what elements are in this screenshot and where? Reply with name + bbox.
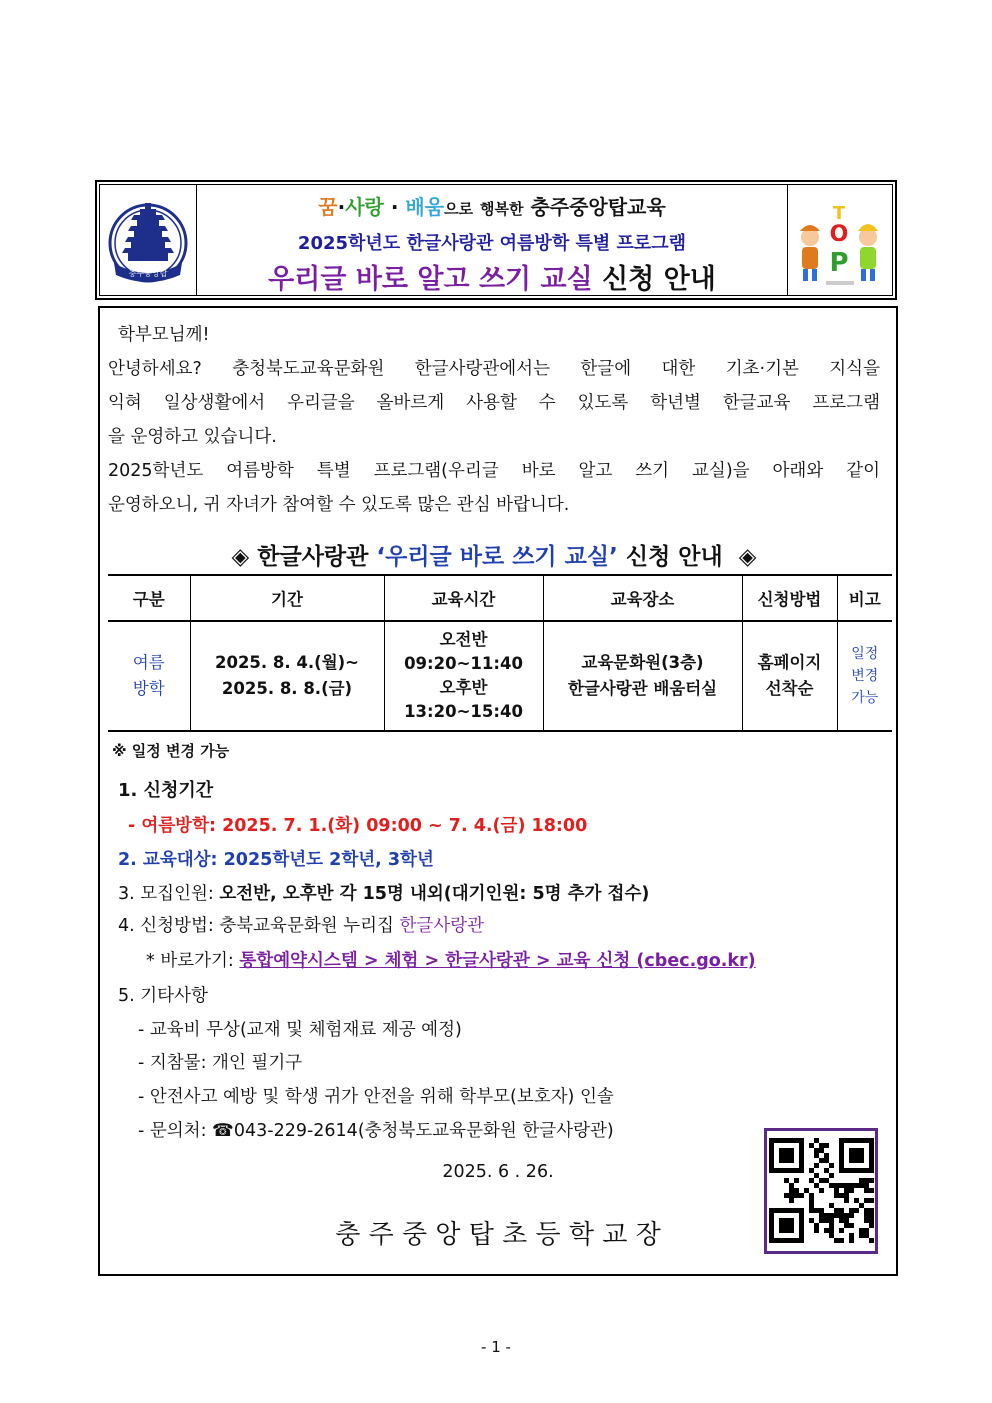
slogan-suffix: 으로 — [444, 200, 474, 218]
schedule-notice: ※ 일정 변경 가능 — [112, 742, 230, 760]
cell-line: 일정 — [851, 646, 879, 662]
top-mascot-icon — [788, 185, 892, 301]
schedule-table — [108, 574, 892, 732]
page-number: - 1 - — [481, 1338, 511, 1356]
item-5-sub: - 안전사고 예방 및 학생 귀가 안전을 위해 학부모(보호자) 인솔 — [138, 1087, 614, 1107]
slogan-mid: 행복한 — [480, 200, 524, 218]
qr-code-graphic — [767, 1131, 875, 1251]
table-header-cell: 신청방법 — [742, 575, 837, 621]
cell-line: 교육문화원(3층) — [581, 653, 704, 672]
cell-line: 13:20~15:40 — [404, 702, 523, 721]
intro-line-5: 운영하오니, 귀 자녀가 참여할 수 있도록 많은 관심 바랍니다. — [108, 495, 570, 515]
table-header-cell: 교육시간 — [384, 575, 543, 621]
cell-time — [384, 621, 543, 731]
cell-category — [108, 621, 190, 731]
greeting: 학부모님께! — [118, 325, 210, 345]
cell-line: 한글사랑관 배움터실 — [567, 679, 718, 698]
signature: 충 주 중 앙 탑 초 등 학 교 장 — [335, 1220, 661, 1250]
section-title — [108, 538, 880, 571]
diamond-icon: ◈ — [738, 544, 757, 570]
intro-line-1: 안녕하세요? 충청북도교육문화원 한글사랑관에서는 한글에 대한 기초·기본 지식을 — [108, 359, 880, 379]
slogan-end: 충주중앙탑교육 — [530, 195, 666, 219]
mascot-letter-p: P — [829, 248, 849, 278]
top-mascot-cell — [787, 185, 892, 295]
item-1: 1. 신청기간 — [118, 780, 214, 801]
item-4-label: 4. 신청방법: 충북교육문화원 누리집 — [118, 916, 400, 936]
qr-code-icon[interactable] — [764, 1128, 878, 1254]
cell-line: 2025. 8. 8.(금) — [221, 679, 353, 698]
logo-text: 충주중앙탑 — [128, 269, 168, 278]
page-title — [196, 257, 788, 296]
header-title-cell — [196, 185, 788, 295]
intro-line-4: 2025학년도 여름방학 특별 프로그램(우리글 바로 알고 쓰기 교실)을 아래와 같이 — [108, 461, 880, 481]
mascot-letter-o: O — [829, 222, 849, 247]
table-header-row — [108, 575, 892, 621]
item-4-value: 한글사랑관 — [399, 916, 485, 936]
intro-line-2: 익혀 일상생활에서 우리글을 올바르게 사용할 수 있도록 학년별 한글교육 프로그램 — [108, 393, 880, 413]
cell-line: 방학 — [132, 679, 165, 698]
item-3-label: 3. 모집인원: — [118, 884, 220, 904]
slogan-dot: · — [337, 195, 346, 219]
header-box — [95, 180, 897, 300]
item-5-sub: - 교육비 무상(교재 및 체험재료 제공 예정) — [138, 1020, 462, 1040]
cell-place — [543, 621, 742, 731]
item-4-sub — [146, 947, 756, 972]
item-2: 2. 교육대상: 2025학년도 2학년, 3학년 — [118, 850, 434, 870]
cell-line: 변경 — [851, 668, 879, 684]
intro-line-3: 을 운영하고 있습니다. — [108, 427, 277, 447]
cell-line: 2025. 8. 4.(월)~ — [214, 653, 360, 672]
section-title-pre: 한글사랑관 — [257, 544, 377, 570]
slogan-word-learning: 배움 — [405, 195, 445, 219]
page-title-plain: 신청 안내 — [592, 264, 716, 295]
item-4 — [118, 912, 484, 937]
school-logo-cell — [100, 185, 197, 295]
cell-note — [837, 621, 892, 731]
item-3-value: 오전반, 오후반 각 15명 내외(대기인원: 5명 추가 접수) — [219, 884, 650, 904]
slogan-word-love: 사랑 — [345, 195, 384, 219]
section-title-post: 신청 안내 — [617, 544, 723, 570]
cell-line: 오전반 — [439, 630, 488, 649]
table-row — [108, 621, 892, 731]
header-subtitle: 2025학년도 한글사랑관 여름방학 특별 프로그램 — [297, 233, 687, 254]
slogan-dot: · — [383, 195, 406, 219]
item-5-sub: - 지참물: 개인 필기구 — [138, 1053, 303, 1073]
header-slogan — [196, 191, 788, 220]
cell-line: 오후반 — [439, 678, 488, 697]
cell-line: 가능 — [851, 690, 879, 706]
slogan-word-dream: 꿈 — [318, 195, 338, 219]
item-5-sub: - 문의처: ☎043-229-2614(충청북도교육문화원 한글사랑관) — [138, 1121, 614, 1141]
table-header-cell: 구분 — [108, 575, 190, 621]
item-1-sub: - 여름방학: 2025. 7. 1.(화) 09:00 ~ 7. 4.(금) 18:00 — [128, 816, 588, 836]
school-logo-icon — [100, 185, 196, 301]
document-date: 2025. 6 . 26. — [442, 1162, 554, 1182]
table-header-cell: 비고 — [837, 575, 892, 621]
item-3 — [118, 880, 649, 905]
mascot-letter-t: T — [832, 203, 846, 224]
page-title-colored: 우리글 바로 알고 쓰기 교실 — [268, 264, 593, 295]
cell-line: 홈페이지 — [757, 653, 822, 672]
table-header-cell: 기간 — [190, 575, 384, 621]
table-header-cell: 교육장소 — [543, 575, 742, 621]
cell-line: 09:20~11:40 — [404, 654, 523, 673]
item-5: 5. 기타사항 — [118, 986, 208, 1006]
cell-method — [742, 621, 837, 731]
cell-period — [190, 621, 384, 731]
section-title-highlight: ‘우리글 바로 쓰기 교실’ — [376, 544, 618, 570]
shortcut-link[interactable]: 통합예약시스템 > 체험 > 한글사랑관 > 교육 신청 (cbec.go.kr) — [239, 951, 756, 971]
item-4-sub-label: * 바로가기: — [146, 951, 240, 971]
cell-line: 여름 — [132, 653, 165, 672]
cell-line: 선착순 — [765, 679, 814, 698]
diamond-icon: ◈ — [231, 544, 250, 570]
